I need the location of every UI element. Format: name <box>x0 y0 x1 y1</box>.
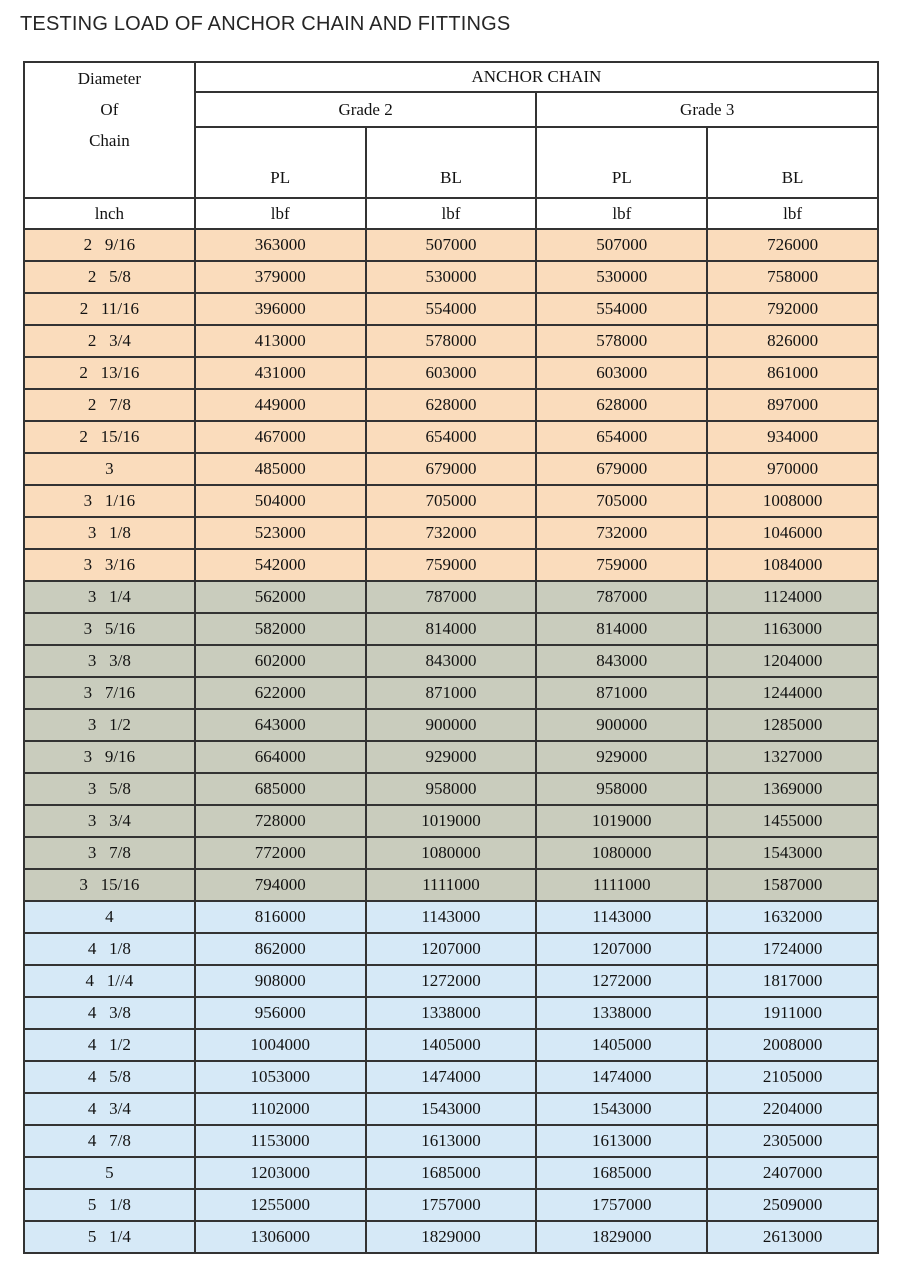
table-row <box>24 1125 878 1157</box>
grade3-pl-cell: 628000 <box>536 389 707 421</box>
grade2-pl-cell: 908000 <box>195 965 366 997</box>
table-header <box>24 62 878 229</box>
grade3-pl-cell: 958000 <box>536 773 707 805</box>
grade3-bl-cell: 1327000 <box>707 741 878 773</box>
grade3-pl-cell: 1080000 <box>536 837 707 869</box>
grade3-bl-cell: 2008000 <box>707 1029 878 1061</box>
grade3-pl-cell: 871000 <box>536 677 707 709</box>
table-row <box>24 901 878 933</box>
grade3-pl-cell: 732000 <box>536 517 707 549</box>
header-diameter-line-1: Diameter <box>77 69 142 88</box>
grade2-pl-cell: 363000 <box>195 229 366 261</box>
grade2-pl-cell: 1102000 <box>195 1093 366 1125</box>
grade2-pl-cell: 379000 <box>195 261 366 293</box>
header-diameter-line-2: Of <box>100 100 119 119</box>
grade2-bl-cell: 1543000 <box>366 1093 537 1125</box>
table-body <box>24 229 878 1253</box>
testing-load-table <box>23 61 879 1254</box>
diameter-cell: 2 7/8 <box>24 389 195 421</box>
grade2-pl-cell: 413000 <box>195 325 366 357</box>
header-unit-lbf-grade3-pl: lbf <box>536 198 707 229</box>
grade2-bl-cell: 1272000 <box>366 965 537 997</box>
grade2-bl-cell: 679000 <box>366 453 537 485</box>
grade3-bl-cell: 2204000 <box>707 1093 878 1125</box>
header-diameter-line-3: Chain <box>89 131 130 150</box>
header-grade-2: Grade 2 <box>195 92 537 127</box>
grade3-pl-cell: 705000 <box>536 485 707 517</box>
diameter-cell: 2 13/16 <box>24 357 195 389</box>
grade3-pl-cell: 1338000 <box>536 997 707 1029</box>
grade3-pl-cell: 1757000 <box>536 1189 707 1221</box>
grade3-pl-cell: 507000 <box>536 229 707 261</box>
grade2-bl-cell: 1111000 <box>366 869 537 901</box>
header-grade3-pl: PL <box>536 127 707 198</box>
grade3-bl-cell: 1455000 <box>707 805 878 837</box>
table-row <box>24 293 878 325</box>
table-row <box>24 709 878 741</box>
grade2-pl-cell: 1004000 <box>195 1029 366 1061</box>
grade2-bl-cell: 759000 <box>366 549 537 581</box>
table-row <box>24 997 878 1029</box>
grade3-bl-cell: 726000 <box>707 229 878 261</box>
diameter-cell: 4 1/8 <box>24 933 195 965</box>
diameter-cell: 3 9/16 <box>24 741 195 773</box>
header-unit-lbf-grade2-pl: lbf <box>195 198 366 229</box>
grade3-bl-cell: 1008000 <box>707 485 878 517</box>
grade3-bl-cell: 1124000 <box>707 581 878 613</box>
grade3-bl-cell: 792000 <box>707 293 878 325</box>
grade3-pl-cell: 929000 <box>536 741 707 773</box>
grade2-pl-cell: 728000 <box>195 805 366 837</box>
grade2-bl-cell: 929000 <box>366 741 537 773</box>
table-row <box>24 549 878 581</box>
diameter-cell: 2 11/16 <box>24 293 195 325</box>
header-grade2-bl: BL <box>366 127 537 198</box>
diameter-cell: 4 3/4 <box>24 1093 195 1125</box>
table-row <box>24 1189 878 1221</box>
grade3-bl-cell: 1911000 <box>707 997 878 1029</box>
diameter-cell: 3 5/8 <box>24 773 195 805</box>
table-row <box>24 741 878 773</box>
grade2-bl-cell: 554000 <box>366 293 537 325</box>
grade2-bl-cell: 787000 <box>366 581 537 613</box>
header-row-anchor-chain <box>24 62 878 92</box>
diameter-cell: 2 9/16 <box>24 229 195 261</box>
grade3-bl-cell: 1046000 <box>707 517 878 549</box>
header-unit-lbf-grade3-bl: lbf <box>707 198 878 229</box>
diameter-cell: 4 <box>24 901 195 933</box>
diameter-cell: 4 7/8 <box>24 1125 195 1157</box>
table-row <box>24 453 878 485</box>
grade3-pl-cell: 530000 <box>536 261 707 293</box>
grade3-pl-cell: 554000 <box>536 293 707 325</box>
grade2-pl-cell: 1203000 <box>195 1157 366 1189</box>
grade2-pl-cell: 772000 <box>195 837 366 869</box>
grade3-pl-cell: 1474000 <box>536 1061 707 1093</box>
grade3-bl-cell: 1724000 <box>707 933 878 965</box>
grade2-pl-cell: 956000 <box>195 997 366 1029</box>
grade3-bl-cell: 1632000 <box>707 901 878 933</box>
grade2-pl-cell: 862000 <box>195 933 366 965</box>
diameter-cell: 2 3/4 <box>24 325 195 357</box>
table-row <box>24 261 878 293</box>
diameter-cell: 3 15/16 <box>24 869 195 901</box>
diameter-cell: 4 5/8 <box>24 1061 195 1093</box>
diameter-cell: 5 1/4 <box>24 1221 195 1253</box>
grade3-pl-cell: 654000 <box>536 421 707 453</box>
grade2-pl-cell: 485000 <box>195 453 366 485</box>
grade3-bl-cell: 970000 <box>707 453 878 485</box>
grade2-pl-cell: 449000 <box>195 389 366 421</box>
diameter-cell: 4 3/8 <box>24 997 195 1029</box>
grade3-bl-cell: 2105000 <box>707 1061 878 1093</box>
header-anchor-chain: ANCHOR CHAIN <box>195 62 878 92</box>
header-unit-inch: lnch <box>24 198 195 229</box>
table-row <box>24 1029 878 1061</box>
diameter-cell: 3 1/4 <box>24 581 195 613</box>
diameter-cell: 4 1//4 <box>24 965 195 997</box>
table-row <box>24 1093 878 1125</box>
table-row <box>24 933 878 965</box>
table-row <box>24 485 878 517</box>
grade2-pl-cell: 602000 <box>195 645 366 677</box>
grade2-pl-cell: 467000 <box>195 421 366 453</box>
grade3-pl-cell: 1207000 <box>536 933 707 965</box>
grade2-bl-cell: 1143000 <box>366 901 537 933</box>
grade3-pl-cell: 679000 <box>536 453 707 485</box>
grade2-pl-cell: 816000 <box>195 901 366 933</box>
grade2-bl-cell: 705000 <box>366 485 537 517</box>
grade2-bl-cell: 603000 <box>366 357 537 389</box>
grade3-pl-cell: 603000 <box>536 357 707 389</box>
table-row <box>24 517 878 549</box>
grade2-pl-cell: 1306000 <box>195 1221 366 1253</box>
grade3-pl-cell: 1272000 <box>536 965 707 997</box>
grade2-bl-cell: 1613000 <box>366 1125 537 1157</box>
page-title: TESTING LOAD OF ANCHOR CHAIN AND FITTINGS <box>20 13 511 35</box>
table-row <box>24 613 878 645</box>
grade2-pl-cell: 685000 <box>195 773 366 805</box>
grade2-pl-cell: 1255000 <box>195 1189 366 1221</box>
grade3-bl-cell: 934000 <box>707 421 878 453</box>
grade3-pl-cell: 1143000 <box>536 901 707 933</box>
grade2-bl-cell: 1685000 <box>366 1157 537 1189</box>
grade2-bl-cell: 843000 <box>366 645 537 677</box>
grade2-pl-cell: 396000 <box>195 293 366 325</box>
grade3-bl-cell: 897000 <box>707 389 878 421</box>
grade3-pl-cell: 900000 <box>536 709 707 741</box>
grade3-bl-cell: 1244000 <box>707 677 878 709</box>
grade2-pl-cell: 664000 <box>195 741 366 773</box>
grade3-pl-cell: 814000 <box>536 613 707 645</box>
grade2-bl-cell: 1474000 <box>366 1061 537 1093</box>
grade3-bl-cell: 1369000 <box>707 773 878 805</box>
diameter-cell: 2 5/8 <box>24 261 195 293</box>
grade2-bl-cell: 1207000 <box>366 933 537 965</box>
grade2-bl-cell: 507000 <box>366 229 537 261</box>
diameter-cell: 2 15/16 <box>24 421 195 453</box>
grade2-pl-cell: 1153000 <box>195 1125 366 1157</box>
grade2-pl-cell: 431000 <box>195 357 366 389</box>
header-grade-3: Grade 3 <box>536 92 878 127</box>
diameter-cell: 3 3/8 <box>24 645 195 677</box>
table-row <box>24 357 878 389</box>
table-row <box>24 1221 878 1253</box>
grade3-bl-cell: 758000 <box>707 261 878 293</box>
diameter-cell: 3 1/16 <box>24 485 195 517</box>
grade3-bl-cell: 2305000 <box>707 1125 878 1157</box>
header-row-units <box>24 198 878 229</box>
table-row <box>24 805 878 837</box>
table-row <box>24 1061 878 1093</box>
header-grade3-bl: BL <box>707 127 878 198</box>
grade3-bl-cell: 1084000 <box>707 549 878 581</box>
grade3-bl-cell: 1285000 <box>707 709 878 741</box>
grade2-bl-cell: 1080000 <box>366 837 537 869</box>
grade2-bl-cell: 871000 <box>366 677 537 709</box>
table-row <box>24 229 878 261</box>
grade3-bl-cell: 1587000 <box>707 869 878 901</box>
grade2-bl-cell: 1338000 <box>366 997 537 1029</box>
grade2-bl-cell: 1405000 <box>366 1029 537 1061</box>
grade3-bl-cell: 826000 <box>707 325 878 357</box>
grade3-pl-cell: 1613000 <box>536 1125 707 1157</box>
grade2-pl-cell: 542000 <box>195 549 366 581</box>
grade3-pl-cell: 1019000 <box>536 805 707 837</box>
table-row <box>24 421 878 453</box>
grade3-bl-cell: 861000 <box>707 357 878 389</box>
grade3-bl-cell: 1204000 <box>707 645 878 677</box>
grade3-pl-cell: 1405000 <box>536 1029 707 1061</box>
grade2-bl-cell: 578000 <box>366 325 537 357</box>
table-row <box>24 869 878 901</box>
grade2-bl-cell: 530000 <box>366 261 537 293</box>
table-row <box>24 325 878 357</box>
diameter-cell: 4 1/2 <box>24 1029 195 1061</box>
grade2-bl-cell: 654000 <box>366 421 537 453</box>
grade2-pl-cell: 523000 <box>195 517 366 549</box>
header-grade2-pl: PL <box>195 127 366 198</box>
diameter-cell: 3 3/4 <box>24 805 195 837</box>
grade3-pl-cell: 1111000 <box>536 869 707 901</box>
grade3-pl-cell: 1829000 <box>536 1221 707 1253</box>
diameter-cell: 5 1/8 <box>24 1189 195 1221</box>
grade2-pl-cell: 582000 <box>195 613 366 645</box>
grade3-bl-cell: 1543000 <box>707 837 878 869</box>
grade2-bl-cell: 1757000 <box>366 1189 537 1221</box>
diameter-cell: 3 1/8 <box>24 517 195 549</box>
grade3-pl-cell: 578000 <box>536 325 707 357</box>
grade3-pl-cell: 787000 <box>536 581 707 613</box>
diameter-cell: 3 <box>24 453 195 485</box>
diameter-cell: 3 7/8 <box>24 837 195 869</box>
grade3-pl-cell: 1543000 <box>536 1093 707 1125</box>
grade2-bl-cell: 732000 <box>366 517 537 549</box>
grade3-pl-cell: 1685000 <box>536 1157 707 1189</box>
table-row <box>24 773 878 805</box>
table-row <box>24 389 878 421</box>
grade3-bl-cell: 2407000 <box>707 1157 878 1189</box>
diameter-cell: 3 5/16 <box>24 613 195 645</box>
table-row <box>24 581 878 613</box>
table-row <box>24 965 878 997</box>
grade3-pl-cell: 843000 <box>536 645 707 677</box>
grade3-bl-cell: 1163000 <box>707 613 878 645</box>
grade2-pl-cell: 794000 <box>195 869 366 901</box>
grade2-bl-cell: 628000 <box>366 389 537 421</box>
header-diameter-of-chain <box>24 62 195 198</box>
diameter-cell: 3 3/16 <box>24 549 195 581</box>
grade2-pl-cell: 1053000 <box>195 1061 366 1093</box>
grade3-bl-cell: 1817000 <box>707 965 878 997</box>
header-unit-lbf-grade2-bl: lbf <box>366 198 537 229</box>
grade2-bl-cell: 958000 <box>366 773 537 805</box>
diameter-cell: 3 1/2 <box>24 709 195 741</box>
grade3-bl-cell: 2509000 <box>707 1189 878 1221</box>
table-row <box>24 677 878 709</box>
grade2-bl-cell: 1019000 <box>366 805 537 837</box>
grade2-pl-cell: 504000 <box>195 485 366 517</box>
grade2-bl-cell: 814000 <box>366 613 537 645</box>
grade2-pl-cell: 562000 <box>195 581 366 613</box>
grade2-pl-cell: 622000 <box>195 677 366 709</box>
diameter-cell: 3 7/16 <box>24 677 195 709</box>
grade2-pl-cell: 643000 <box>195 709 366 741</box>
grade2-bl-cell: 1829000 <box>366 1221 537 1253</box>
diameter-cell: 5 <box>24 1157 195 1189</box>
table-row <box>24 645 878 677</box>
table-row <box>24 837 878 869</box>
grade2-bl-cell: 900000 <box>366 709 537 741</box>
grade3-bl-cell: 2613000 <box>707 1221 878 1253</box>
grade3-pl-cell: 759000 <box>536 549 707 581</box>
table-row <box>24 1157 878 1189</box>
